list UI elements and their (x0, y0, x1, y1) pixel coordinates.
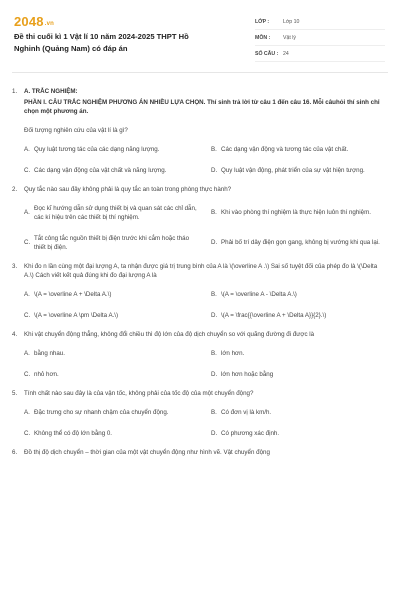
option-letter: C. (24, 166, 31, 174)
exam-meta (255, 14, 385, 62)
option-a[interactable] (24, 350, 201, 359)
option-b[interactable] (211, 291, 388, 300)
meta-label: SỐ CÂU : (255, 50, 279, 57)
option-letter: D. (211, 166, 218, 174)
option-letter: C. (24, 370, 31, 378)
question-stem: Quy tắc nào sau đây không phải là quy tắc an toàn trong phòng thực hành? (24, 185, 232, 193)
option-letter: D. (211, 239, 218, 247)
option-text: bằng nhau. (34, 349, 65, 357)
option-d[interactable] (211, 167, 388, 176)
question-stem: Đồ thị độ dịch chuyển – thời gian của một vật chuyển động như hình vẽ. Vật chuyển động (24, 448, 270, 456)
option-grid (24, 409, 388, 439)
option-d[interactable] (211, 371, 388, 380)
question-stem: Khi đo n lần cùng một đại lượng A, ta nhận được giá trị trung bình của A là \(\overline A .\) Sai số tuyệt đối của phép đo là \(\Delta A.\) Cách viết kết quả đúng khi đo đại lượng A là (24, 262, 378, 279)
option-text: Không thể có độ lớn bằng 0. (34, 429, 113, 437)
option-c[interactable] (24, 235, 201, 253)
option-b[interactable] (211, 409, 388, 418)
question-1 (12, 88, 388, 176)
question-number: 3. (12, 262, 18, 270)
option-letter: B. (211, 408, 217, 416)
meta-row-subject (255, 30, 385, 46)
option-d[interactable] (211, 430, 388, 439)
option-text: \(A = \overline A \pm \Delta A.\) (34, 311, 119, 319)
option-letter: B. (211, 349, 217, 357)
option-c[interactable] (24, 312, 201, 321)
option-text: Các dạng vận động và tương tác của vật chất. (221, 145, 349, 153)
option-letter: B. (211, 290, 217, 298)
option-text: \(A = \overline A - \Delta A.\) (221, 290, 297, 298)
option-letter: D. (211, 429, 218, 437)
question-stem: Tính chất nào sau đây là của vận tốc, không phải của tốc độ của một chuyển động? (24, 389, 254, 397)
option-b[interactable] (211, 146, 388, 155)
option-letter: B. (211, 209, 217, 217)
option-text: Quy luật tương tác của các dạng năng lượng. (34, 145, 160, 153)
option-letter: C. (24, 239, 31, 247)
option-grid (24, 291, 388, 321)
site-logo[interactable] (14, 14, 54, 29)
option-letter: A. (24, 145, 30, 153)
question-2 (12, 186, 388, 253)
question-stem: Đối tượng nghiên cứu của vật lí là gì? (24, 126, 128, 134)
page-title: Đề thi cuối kì 1 Vật lí 10 năm 2024-2025 THPT Hồ Nghinh (Quảng Nam) có đáp án (14, 32, 189, 53)
option-c[interactable] (24, 371, 201, 380)
option-a[interactable] (24, 205, 201, 223)
question-5 (12, 390, 388, 439)
option-letter: A. (24, 290, 30, 298)
header-divider (12, 72, 388, 73)
option-d[interactable] (211, 235, 388, 253)
question-number: 2. (12, 185, 18, 193)
option-text: Có phương xác định. (221, 429, 280, 437)
option-c[interactable] (24, 167, 201, 176)
option-text: Quy luật vận động, phát triển của sự vật hiện tượng. (221, 166, 365, 174)
question-number: 5. (12, 389, 18, 397)
meta-row-count (255, 46, 385, 62)
option-letter: C. (24, 429, 31, 437)
option-c[interactable] (24, 430, 201, 439)
option-text: Các dạng vận động của vật chất và năng lượng. (34, 166, 167, 174)
option-b[interactable] (211, 350, 388, 359)
option-text: Phải bố trí dây điện gọn gang, không bị vướng khi qua lại. (221, 239, 380, 247)
option-text: nhỏ hơn. (34, 370, 59, 378)
option-letter: C. (24, 311, 31, 319)
meta-label: LỚP : (255, 18, 270, 25)
option-b[interactable] (211, 205, 388, 223)
option-text: lớn hơn. (221, 349, 245, 357)
option-letter: D. (211, 370, 218, 378)
meta-value: Lớp 10 (283, 18, 300, 25)
option-d[interactable] (211, 312, 388, 321)
meta-label: MÔN : (255, 34, 271, 41)
option-grid (24, 350, 388, 380)
question-3 (12, 263, 388, 321)
option-grid (24, 146, 388, 176)
question-4 (12, 331, 388, 380)
question-number: 1. (12, 88, 18, 95)
option-letter: A. (24, 349, 30, 357)
option-text: Khi vào phòng thí nghiệm là thực hiện luôn thí nghiệm. (221, 209, 371, 217)
option-text: lớn hơn hoặc bằng (221, 370, 274, 378)
meta-row-class (255, 14, 385, 30)
option-text: Đọc kĩ hướng dẫn sử dụng thiết bị và quan sát các chỉ dẫn, các kí hiệu trên các thiết bị thí nghiệm. (34, 204, 197, 221)
option-text: \(A = \frac{{\overline A + \Delta A}}{2}.\) (221, 311, 327, 319)
question-number: 6. (12, 448, 18, 456)
option-text: Đặc trưng cho sự nhanh chậm của chuyển động. (34, 408, 169, 416)
question-number: 4. (12, 330, 18, 338)
logo-text: 2048 (14, 14, 44, 29)
question-stem: Khi vật chuyển động thẳng, không đổi chiều thì độ lớn của độ dịch chuyển so với quãng đường đi được là (24, 330, 315, 338)
option-text: Có đơn vị là km/h. (221, 408, 272, 416)
option-a[interactable] (24, 291, 201, 300)
section-instructions: PHẦN I. CÂU TRẮC NGHIỆM PHƯƠNG ÁN NHIỀU LỰA CHỌN. Thí sinh trả lời từ câu 1 đến câu 16. Mỗi câuhỏi thí sinh chỉ chọn một phương án. (24, 98, 380, 115)
option-letter: A. (24, 408, 30, 416)
option-letter: A. (24, 209, 30, 217)
question-6 (12, 449, 388, 458)
option-letter: D. (211, 311, 218, 319)
option-grid (24, 205, 388, 253)
option-text: Tắt công tắc nguồn thiết bị điện trước khi cắm hoặc tháo thiết bị điện. (34, 234, 190, 251)
option-letter: B. (211, 145, 217, 153)
option-a[interactable] (24, 146, 201, 155)
section-title: A. TRẮC NGHIỆM: (24, 88, 78, 95)
meta-value: 24 (283, 50, 289, 57)
question-list (12, 78, 388, 458)
meta-value: Vật lý (283, 34, 296, 41)
option-a[interactable] (24, 409, 201, 418)
option-text: \(A = \overline A + \Delta A.\) (34, 290, 112, 298)
logo-suffix: .vn (44, 21, 55, 27)
